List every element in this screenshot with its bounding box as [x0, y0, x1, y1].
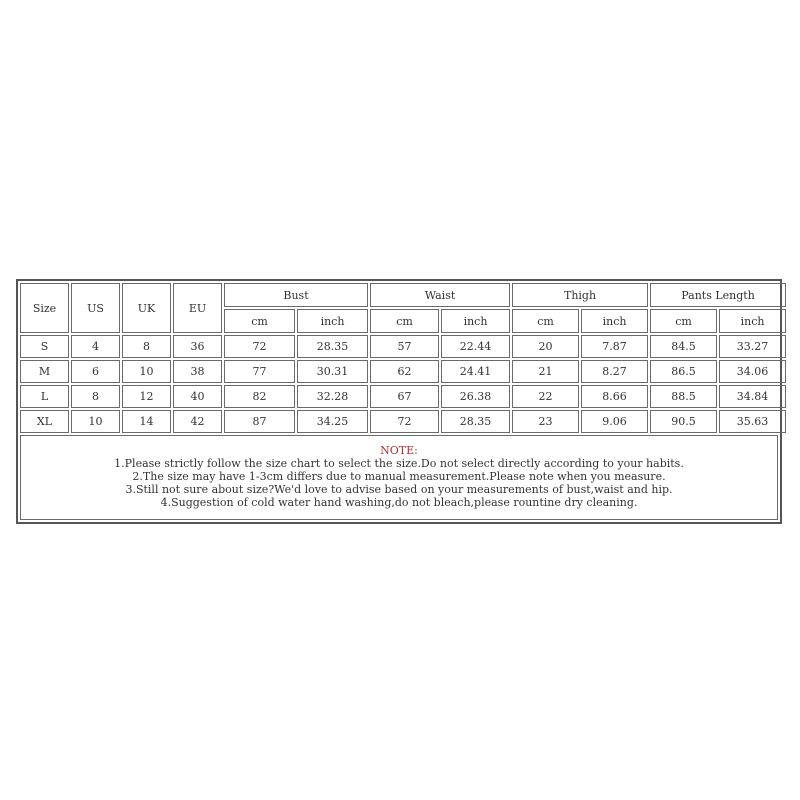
table-cell: 33.27: [719, 335, 786, 358]
table-cell: 34.25: [297, 410, 368, 433]
table-cell: 24.41: [441, 360, 510, 383]
table-cell: 32.28: [297, 385, 368, 408]
table-cell: 22: [512, 385, 579, 408]
table-cell: 57: [370, 335, 439, 358]
table-cell: 34.84: [719, 385, 786, 408]
note-title: NOTE:: [380, 444, 418, 457]
table-cell: 72: [224, 335, 295, 358]
table-cell: 72: [370, 410, 439, 433]
table-cell: 38: [173, 360, 222, 383]
table-cell: 20: [512, 335, 579, 358]
header-bust: Bust: [224, 283, 368, 307]
unit-waist-inch: inch: [441, 309, 510, 333]
size-chart: [16, 279, 782, 524]
table-cell: 21: [512, 360, 579, 383]
table-cell: M: [20, 360, 69, 383]
table-cell: 4: [71, 335, 120, 358]
table-cell: 8: [71, 385, 120, 408]
table-cell: S: [20, 335, 69, 358]
table-cell: 62: [370, 360, 439, 383]
table-cell: 28.35: [297, 335, 368, 358]
table-cell: 82: [224, 385, 295, 408]
notes-section: [20, 435, 778, 520]
note-line-3: 3.Still not sure about size?We'd love to advise based on your measurements of bust,waist and hip.: [125, 483, 673, 496]
table-cell: 36: [173, 335, 222, 358]
table-cell: 28.35: [441, 410, 510, 433]
table-cell: 40: [173, 385, 222, 408]
table-cell: 42: [173, 410, 222, 433]
table-cell: 12: [122, 385, 171, 408]
unit-thigh-inch: inch: [581, 309, 648, 333]
table-row: [20, 335, 786, 358]
note-line-2: 2.The size may have 1-3cm differs due to manual measurement.Please note when you measure.: [132, 470, 666, 483]
table-cell: 7.87: [581, 335, 648, 358]
table-cell: 34.06: [719, 360, 786, 383]
table-cell: 67: [370, 385, 439, 408]
note-line-4: 4.Suggestion of cold water hand washing,do not bleach,please rountine dry cleaning.: [160, 496, 638, 509]
table-cell: 23: [512, 410, 579, 433]
header-pants-length: Pants Length: [650, 283, 786, 307]
header-waist: Waist: [370, 283, 510, 307]
table-row: [20, 385, 786, 408]
unit-bust-cm: cm: [224, 309, 295, 333]
table-cell: 8: [122, 335, 171, 358]
table-cell: 8.27: [581, 360, 648, 383]
table-row: [20, 410, 786, 433]
size-table: [18, 281, 788, 435]
table-cell: 84.5: [650, 335, 717, 358]
table-cell: 22.44: [441, 335, 510, 358]
table-cell: 35.63: [719, 410, 786, 433]
header-us: US: [71, 283, 120, 333]
unit-pants-cm: cm: [650, 309, 717, 333]
table-cell: XL: [20, 410, 69, 433]
table-row: [20, 360, 786, 383]
header-eu: EU: [173, 283, 222, 333]
header-thigh: Thigh: [512, 283, 648, 307]
note-line-1: 1.Please strictly follow the size chart to select the size.Do not select directly according to your habits.: [114, 457, 684, 470]
unit-thigh-cm: cm: [512, 309, 579, 333]
table-cell: 14: [122, 410, 171, 433]
table-cell: 9.06: [581, 410, 648, 433]
table-cell: 6: [71, 360, 120, 383]
table-cell: 10: [122, 360, 171, 383]
table-cell: 90.5: [650, 410, 717, 433]
unit-pants-inch: inch: [719, 309, 786, 333]
table-cell: 30.31: [297, 360, 368, 383]
header-uk: UK: [122, 283, 171, 333]
header-row-groups: [20, 283, 786, 307]
header-size: Size: [20, 283, 69, 333]
table-cell: L: [20, 385, 69, 408]
unit-waist-cm: cm: [370, 309, 439, 333]
table-cell: 8.66: [581, 385, 648, 408]
table-cell: 10: [71, 410, 120, 433]
table-cell: 87: [224, 410, 295, 433]
unit-bust-inch: inch: [297, 309, 368, 333]
table-cell: 88.5: [650, 385, 717, 408]
table-cell: 86.5: [650, 360, 717, 383]
table-cell: 26.38: [441, 385, 510, 408]
table-cell: 77: [224, 360, 295, 383]
